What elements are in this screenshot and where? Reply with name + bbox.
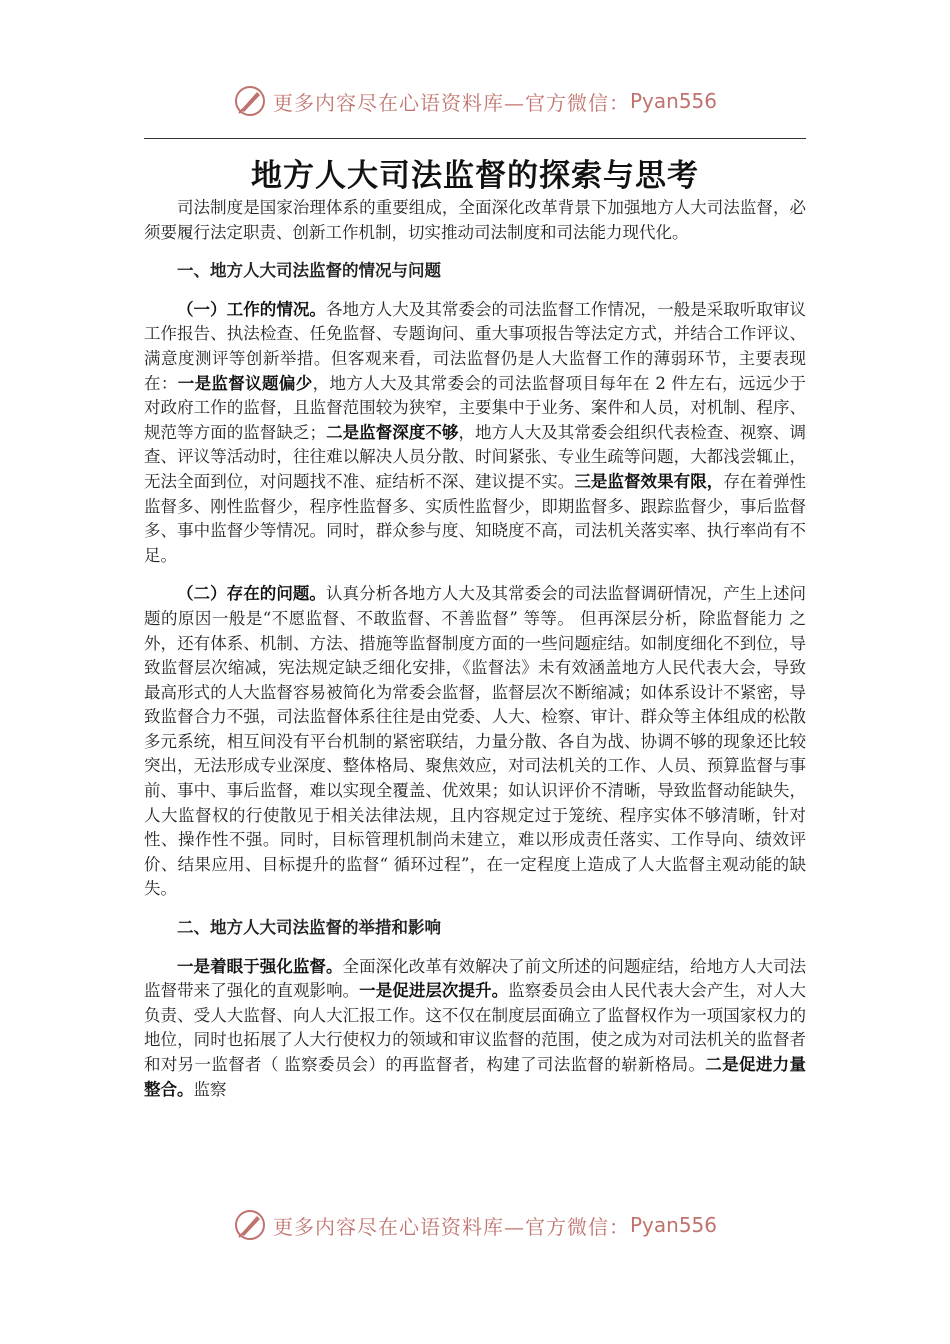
subheading-work-situation: （一）工作的情况。 <box>177 299 326 319</box>
header-divider <box>144 138 806 139</box>
watermark-banner-top <box>0 84 950 118</box>
watermark-text: 更多内容尽在心语资料库—官方微信： <box>272 90 630 115</box>
watermark-contact: Pyan556 <box>629 1213 717 1237</box>
page-title: 地方人大司法监督的探索与思考 <box>251 158 699 194</box>
subheading-existing-problems: （二）存在的问题。 <box>177 584 326 604</box>
section-2-heading: 二、地方人大司法监督的举措和影响 <box>177 918 441 938</box>
quill-logo-icon <box>233 84 267 118</box>
section-1-heading: 一、地方人大司法监督的情况与问题 <box>177 261 441 281</box>
intro-paragraph: 司法制度是国家治理体系的重要组成，全面深化改革背景下加强地方人大司法监督，必须要履行法定职责、创新工作机制，切实推动司法制度和司法能力现代化。 <box>144 198 806 242</box>
watermark-banner-bottom <box>0 1208 950 1242</box>
section-1-paragraph-2: （二）存在的问题。认真分析各地方人大及其常委会的司法监督调研情况，产生上述问题的原因一般是“不愿监督、不敢监督、不善监督” 等等。 但再深层分析，除监督能力 之外，还有体系、机制、方法、措施等监督制度方面的一些问题症结。如制度细化不到位，导致监督层次缩减，宪法规定缺乏细化安排，《监督法》未有效涵盖地方人民代表大会，导致最高形式的人大监督容易被简化为常委会监督，监督层次不断缩减；如体系设计不紧密，导致监督合力不强，司法监督体系往往是由党委、人大、检察、审计、群众等主体组成的松散多元系统，相互间没有平台机制的紧密联结，力量分散、各自为战、协调不够的现象还比较突出，无法形成专业深度、整体格局、聚焦效应，对司法机关的工作、人员、预算监督与事前、事中、事后监督，难以实现全覆盖、优效果；如认识评价不清晰，导致监督动能缺失，人大监督权的行使散见于相关法律法规，且内容规定过于笼统、程序实体不够清晰，针对性、操作性不强。同时，目标管理机制尚未建立，难以形成责任落实、工作导向、绩效评价、结果应用、目标提升的监督“ 循环过程”，在一定程度上造成了人大监督主观动能的缺失。 <box>144 584 807 899</box>
watermark-text: 更多内容尽在心语资料库—官方微信： <box>272 1214 630 1239</box>
document-body <box>144 196 806 1102</box>
section-2-paragraph-1: 一是着眼于强化监督。全面深化改革有效解决了前文所述的问题症结，给地方人大司法监督带来了强化的直观影响。一是促进层次提升。监察委员会由人民代表大会产生，对人大负责、受人大监督、向人大汇报工作。这不仅在制度层面确立了监督权作为一项国家权力的地位，同时也拓展了人大行使权力的领域和审议监督的范围，使之成为对司法机关的监督者和对另一监督者（ 监察委员会）的再监督者，构建了司法监督的崭新格局。二是促进力量整合。监察 <box>144 956 807 1099</box>
watermark-contact: Pyan556 <box>629 89 717 113</box>
section-1-paragraph-1: （一）工作的情况。各地方人大及其常委会的司法监督工作情况，一般是采取听取审议工作报告、执法检查、任免监督、专题询问、重大事项报告等法定方式，并结合工作评议、满意度测评等创新举措。但客观来看，司法监督仍是人大监督工作的薄弱环节，主要表现在：一是监督议题偏少，地方人大及其常委会的司法监督项目每年在 2 件左右，远远少于对政府工作的监督，且监督范围较为狭窄，主要集中于业务、案件和人员，对机制、程序、规范等方面的监督缺乏；二是监督深度不够，地方人大及其常委会组织代表检查、视察、调查、评议等活动时，往往难以解决人员分散、时间紧张、专业生疏等问题，大都浅尝辄止，无法全面到位，对问题找不准、症结析不深、建议提不实。三是监督效果有限，存在着弹性监督多、刚性监督少，程序性监督多、实质性监督少，即期监督多、跟踪监督少，事后监督多、事中监督少等情况。同时，群众参与度、知晓度不高，司法机关落实率、执行率尚有不足。 <box>144 299 807 565</box>
quill-logo-icon <box>233 1208 267 1242</box>
